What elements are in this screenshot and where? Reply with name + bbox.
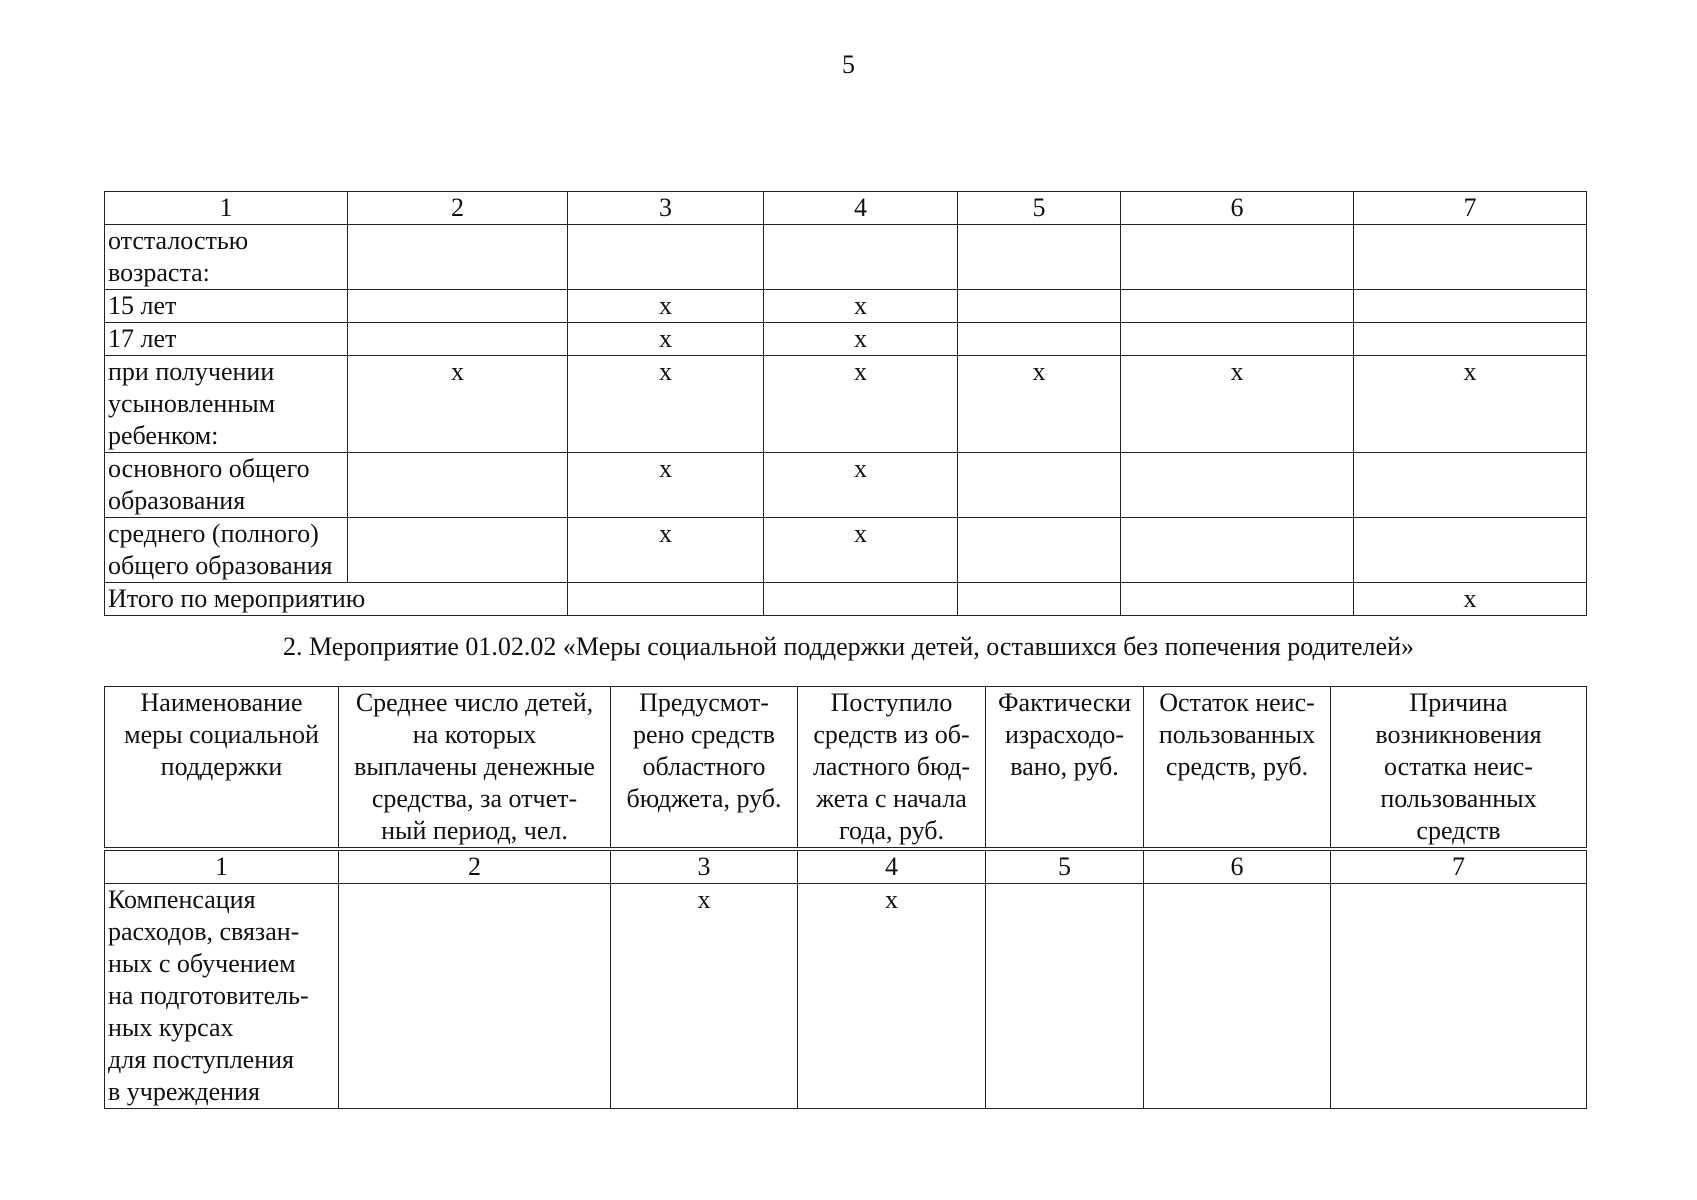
- table-cell: [568, 583, 764, 616]
- table-cell: [1331, 884, 1587, 1109]
- table-cell: [1121, 225, 1354, 290]
- table-cell: [1354, 323, 1587, 356]
- table-row: [105, 356, 1587, 453]
- column-number: 2: [348, 192, 568, 225]
- column-header: Предусмот- рено средств областного бюджета, руб.: [611, 687, 798, 850]
- table-cell: [958, 290, 1121, 323]
- table-row: [105, 323, 1587, 356]
- column-number: 7: [1331, 849, 1587, 884]
- column-number: 4: [798, 849, 986, 884]
- column-number: 1: [105, 849, 339, 884]
- table-cell: [1354, 225, 1587, 290]
- column-header: Причина возникновения остатка неис- пользованных средств: [1331, 687, 1587, 850]
- table-cell: [986, 884, 1144, 1109]
- table-cell: x: [764, 290, 958, 323]
- table-1: [104, 191, 1587, 616]
- table-cell: [348, 323, 568, 356]
- table-cell: [958, 323, 1121, 356]
- table-cell: [764, 225, 958, 290]
- column-number-row: [105, 849, 1587, 884]
- column-number: 5: [958, 192, 1121, 225]
- header-row: [105, 687, 1587, 850]
- row-label: Компенсация расходов, связан- ных с обучением на подготовитель- ных курсах для поступления в учреждения: [105, 884, 339, 1109]
- table-cell: x: [568, 323, 764, 356]
- column-number: 3: [568, 192, 764, 225]
- row-label: среднего (полного) общего образования: [105, 518, 348, 583]
- table-cell: [1354, 453, 1587, 518]
- table-cell: x: [568, 453, 764, 518]
- column-number: 6: [1144, 849, 1331, 884]
- row-label: 17 лет: [105, 323, 348, 356]
- table-cell: [1121, 290, 1354, 323]
- table-cell: x: [568, 518, 764, 583]
- table-cell: [1121, 518, 1354, 583]
- table-cell: [764, 583, 958, 616]
- table-cell: x: [348, 356, 568, 453]
- table-cell: [348, 290, 568, 323]
- column-number: 4: [764, 192, 958, 225]
- table-cell: x: [764, 356, 958, 453]
- table-cell: x: [568, 356, 764, 453]
- column-number: 7: [1354, 192, 1587, 225]
- table-cell: x: [1121, 356, 1354, 453]
- table-cell: [958, 583, 1121, 616]
- column-number: 3: [611, 849, 798, 884]
- column-number-row: [105, 192, 1587, 225]
- total-row-label: Итого по мероприятию: [105, 583, 568, 616]
- table-cell: [1121, 583, 1354, 616]
- page-number: 5: [842, 50, 855, 79]
- column-header: Поступило средств из об- ластного бюд- жета с начала года, руб.: [798, 687, 986, 850]
- column-number: 2: [339, 849, 611, 884]
- table-row: [105, 290, 1587, 323]
- table-cell: [568, 225, 764, 290]
- table-row: [105, 884, 1587, 1109]
- table-cell: x: [568, 290, 764, 323]
- column-header: Фактически израсходо- вано, руб.: [986, 687, 1144, 850]
- column-number: 1: [105, 192, 348, 225]
- table-cell: x: [611, 884, 798, 1109]
- table-cell: [1354, 290, 1587, 323]
- table-row: [105, 453, 1587, 518]
- table-cell: x: [798, 884, 986, 1109]
- table-cell: x: [1354, 356, 1587, 453]
- column-number: 6: [1121, 192, 1354, 225]
- table-cell: [1121, 453, 1354, 518]
- table-cell: x: [764, 453, 958, 518]
- column-header: Остаток неис- пользованных средств, руб.: [1144, 687, 1331, 850]
- table-cell: x: [764, 518, 958, 583]
- column-header: Среднее число детей, на которых выплачены денежные средства, за отчет- ный период, чел.: [339, 687, 611, 850]
- table-cell: [958, 518, 1121, 583]
- table-cell: [348, 225, 568, 290]
- total-row: [105, 583, 1587, 616]
- table-cell: x: [958, 356, 1121, 453]
- table-row: [105, 518, 1587, 583]
- table-cell: [958, 453, 1121, 518]
- table-cell: x: [1354, 583, 1587, 616]
- row-label: при получении усыновленным ребенком:: [105, 356, 348, 453]
- row-label: отсталостью возраста:: [105, 225, 348, 290]
- row-label: основного общего образования: [105, 453, 348, 518]
- table-cell: [1354, 518, 1587, 583]
- column-number: 5: [986, 849, 1144, 884]
- table-row: [105, 225, 1587, 290]
- table-cell: [348, 518, 568, 583]
- row-label: 15 лет: [105, 290, 348, 323]
- table-cell: [348, 453, 568, 518]
- section-title: 2. Мероприятие 01.02.02 «Меры социальной поддержки детей, оставшихся без попечения родителей»: [283, 632, 1414, 661]
- table-cell: [1144, 884, 1331, 1109]
- table-2: [104, 686, 1587, 1109]
- column-header: Наименование меры социальной поддержки: [105, 687, 339, 850]
- table-cell: [1121, 323, 1354, 356]
- table-cell: [339, 884, 611, 1109]
- table-cell: x: [764, 323, 958, 356]
- table-cell: [958, 225, 1121, 290]
